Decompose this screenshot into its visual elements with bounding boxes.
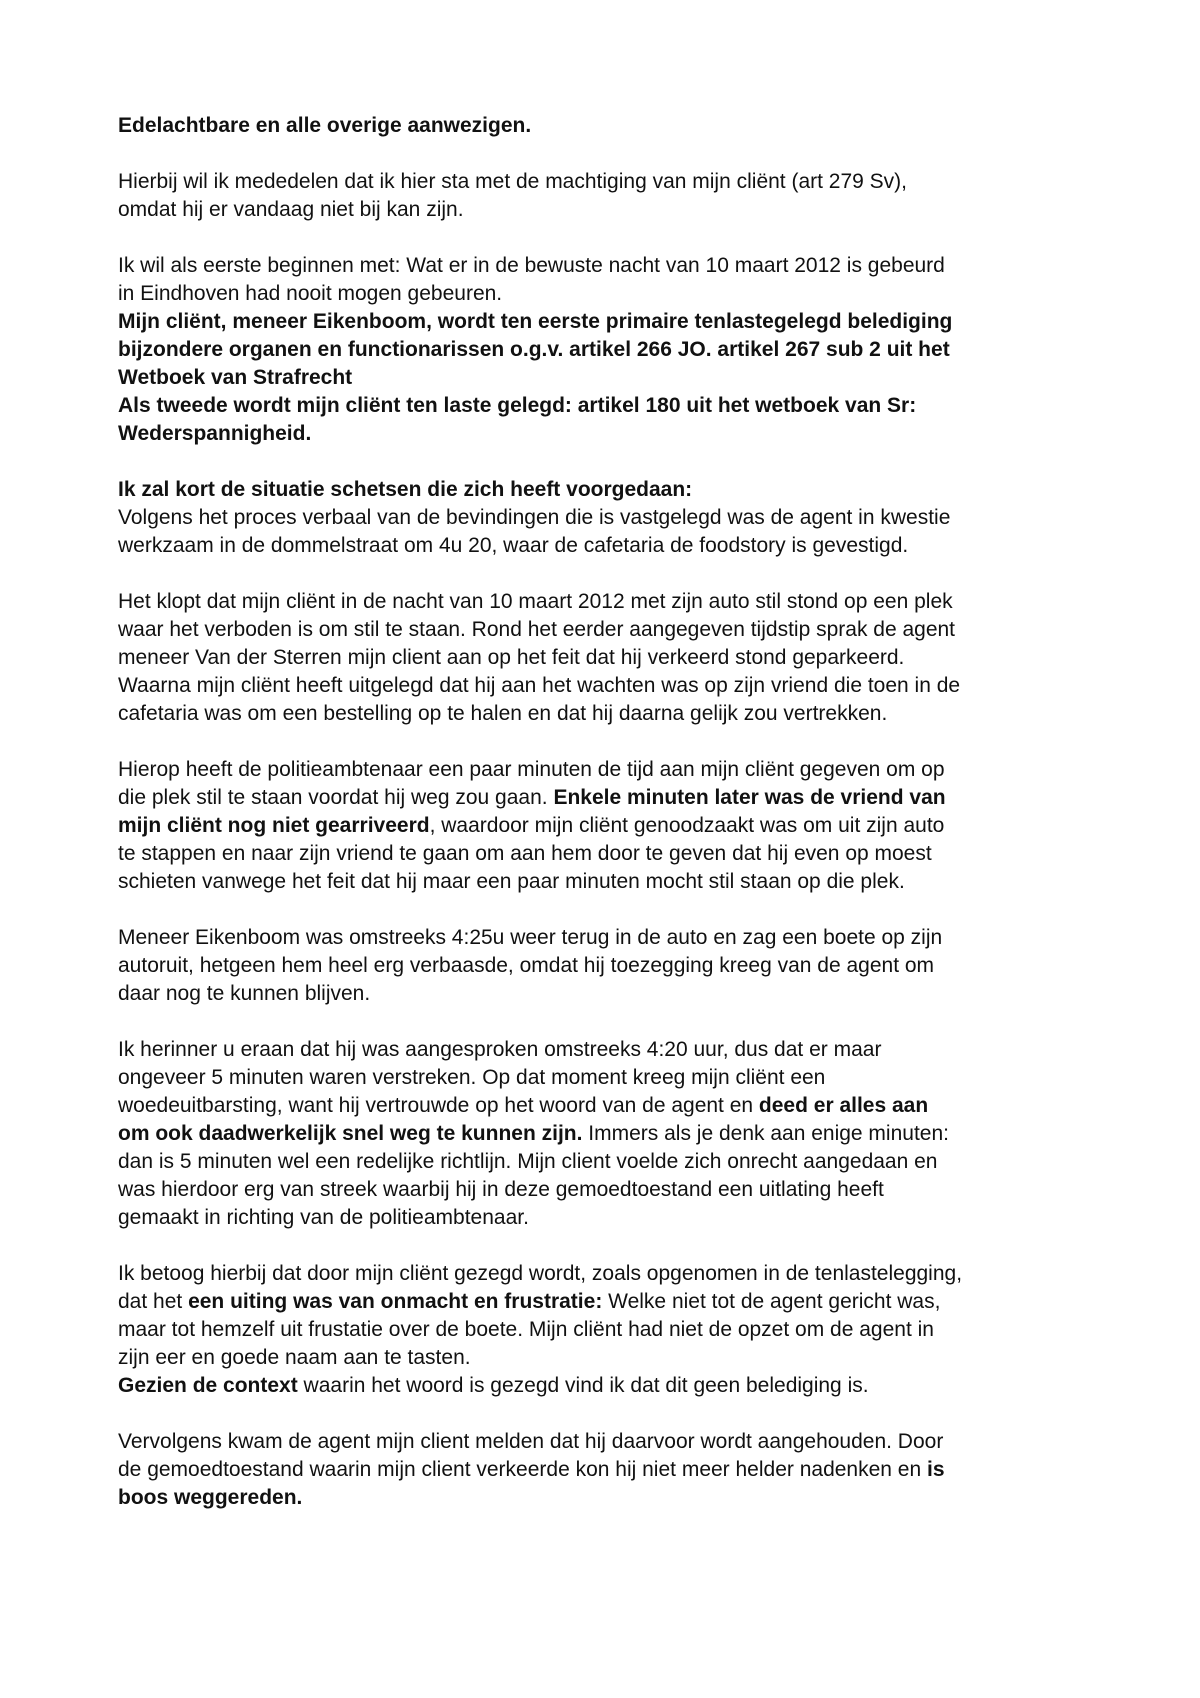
- text-line: daar nog te kunnen blijven.: [118, 982, 371, 1005]
- text-line: Meneer Eikenboom was omstreeks 4:25u weer terug in de auto en zag een boete op zijn: [118, 926, 943, 949]
- paragraph-minutes-given: [118, 756, 1098, 896]
- bold-charge-line: Wederspannigheid.: [118, 422, 312, 445]
- bold-charge-line: Wetboek van Strafrecht: [118, 366, 353, 389]
- text-segment: die plek stil te staan voordat hij weg zou gaan.: [118, 786, 554, 809]
- salutation-heading: Edelachtbare en alle overige aanwezigen.: [118, 114, 532, 137]
- text-segment: Immers als je denk aan enige minuten:: [582, 1122, 949, 1145]
- text-line: cafetaria was om een bestelling op te halen en dat hij daarna gelijk zou vertrekken.: [118, 702, 888, 725]
- text-line: Ik herinner u eraan dat hij was aangesproken omstreeks 4:20 uur, dus dat er maar: [118, 1038, 882, 1061]
- paragraph-arrest: [118, 1428, 1098, 1512]
- text-line: werkzaam in de dommelstraat om 4u 20, waar de cafetaria de foodstory is gevestigd.: [118, 534, 909, 557]
- bold-segment: Gezien de context: [118, 1374, 298, 1397]
- paragraph-situation: [118, 476, 1098, 560]
- paragraph-outburst: [118, 1036, 1098, 1232]
- paragraph-argument: [118, 1260, 1098, 1400]
- text-line: meneer Van der Sterren mijn client aan op het feit dat hij verkeerd stond geparkeerd.: [118, 646, 905, 669]
- text-line: Ik betoog hierbij dat door mijn cliënt gezegd wordt, zoals opgenomen in de tenlastelegging,: [118, 1262, 963, 1285]
- document-page: [118, 112, 1098, 1512]
- text-segment: Welke niet tot de agent gericht was,: [602, 1290, 941, 1313]
- text-line: zijn eer en goede naam aan te tasten.: [118, 1346, 471, 1369]
- salutation-paragraph: [118, 112, 1098, 140]
- text-segment: dat het: [118, 1290, 189, 1313]
- text-line: Hierop heeft de politieambtenaar een paar minuten de tijd aan mijn cliënt gegeven om op: [118, 758, 945, 781]
- text-line: maar tot hemzelf uit frustatie over de boete. Mijn cliënt had niet de opzet om de agent in: [118, 1318, 934, 1341]
- text-line: Hierbij wil ik mededelen dat ik hier sta met de machtiging van mijn cliënt (art 279 Sv),: [118, 170, 908, 193]
- text-line: Ik wil als eerste beginnen met: Wat er in de bewuste nacht van 10 maart 2012 is gebeurd: [118, 254, 945, 277]
- text-line: schieten vanwege het feit dat hij maar een paar minuten mocht stil staan op die plek.: [118, 870, 905, 893]
- text-line: Waarna mijn cliënt heeft uitgelegd dat hij aan het wachten was op zijn vriend die toen in de: [118, 674, 961, 697]
- text-line: Volgens het proces verbaal van de bevindingen die is vastgelegd was de agent in kwestie: [118, 506, 951, 529]
- text-line: was hierdoor erg van streek waarbij hij in deze gemoedtoestand een uitlating heeft: [118, 1178, 884, 1201]
- text-line: in Eindhoven had nooit mogen gebeuren.: [118, 282, 503, 305]
- paragraph-parking: [118, 588, 1098, 728]
- text-line: omdat hij er vandaag niet bij kan zijn.: [118, 198, 464, 221]
- bold-charge-line: Mijn cliënt, meneer Eikenboom, wordt ten eerste primaire tenlastegelegd belediging: [118, 310, 953, 333]
- text-line: Het klopt dat mijn cliënt in de nacht van 10 maart 2012 met zijn auto stil stond op een plek: [118, 590, 953, 613]
- section-heading: Ik zal kort de situatie schetsen die zich heeft voorgedaan:: [118, 478, 693, 501]
- text-segment: , waardoor mijn cliënt genoodzaakt was om uit zijn auto: [429, 814, 945, 837]
- bold-segment: is: [927, 1458, 945, 1481]
- bold-segment: om ook daadwerkelijk snel weg te kunnen zijn.: [118, 1122, 583, 1145]
- paragraph-authorization: [118, 168, 1098, 224]
- text-line: waar het verboden is om stil te staan. Rond het eerder aangegeven tijdstip sprak de agent: [118, 618, 956, 641]
- text-segment: waarin het woord is gezegd vind ik dat dit geen belediging is.: [297, 1374, 869, 1397]
- text-line: autoruit, hetgeen hem heel erg verbaasde, omdat hij toezegging kreeg van de agent om: [118, 954, 935, 977]
- text-line: dan is 5 minuten wel een redelijke richtlijn. Mijn client voelde zich onrecht aangedaan en: [118, 1150, 938, 1173]
- paragraph-charges: [118, 252, 1098, 448]
- text-segment: de gemoedtoestand waarin mijn client verkeerde kon hij niet meer helder nadenken en: [118, 1458, 927, 1481]
- text-line: te stappen en naar zijn vriend te gaan om aan hem door te geven dat hij even op moest: [118, 842, 932, 865]
- bold-segment: deed er alles aan: [758, 1094, 929, 1117]
- text-line: ongeveer 5 minuten waren verstreken. Op dat moment kreeg mijn cliënt een: [118, 1066, 826, 1089]
- bold-segment: boos weggereden.: [118, 1486, 303, 1509]
- text-segment: woedeuitbarsting, want hij vertrouwde op het woord van de agent en: [118, 1094, 759, 1117]
- bold-segment: mijn cliënt nog niet gearriveerd: [118, 814, 430, 837]
- bold-charge-line: Als tweede wordt mijn cliënt ten laste gelegd: artikel 180 uit het wetboek van Sr:: [118, 394, 917, 417]
- text-line: gemaakt in richting van de politieambtenaar.: [118, 1206, 529, 1229]
- bold-charge-line: bijzondere organen en functionarissen o.g.v. artikel 266 JO. artikel 267 sub 2 uit het: [118, 338, 950, 361]
- bold-segment: Enkele minuten later was de vriend van: [553, 786, 946, 809]
- text-line: Vervolgens kwam de agent mijn client melden dat hij daarvoor wordt aangehouden. Door: [118, 1430, 944, 1453]
- paragraph-fine: [118, 924, 1098, 1008]
- bold-segment: een uiting was van onmacht en frustratie:: [188, 1290, 603, 1313]
